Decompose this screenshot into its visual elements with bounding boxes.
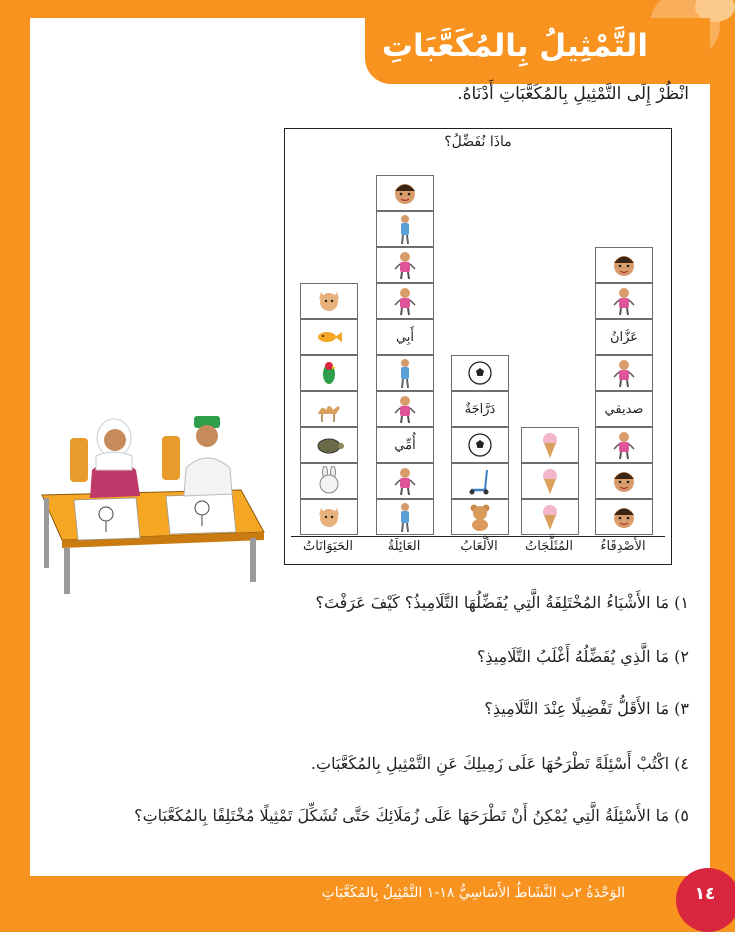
instruction-text: انْظُرْ إِلَى التَّمْثِيلِ بِالمُكَعَّبَاتِ أَدْنَاهُ. <box>457 84 689 104</box>
cat-icon <box>300 499 358 535</box>
bear-icon <box>451 499 509 535</box>
face-icon <box>595 247 653 283</box>
question-5: ٥) مَا الأَسْئِلَةُ الَّتِي يُمْكِنُ أَنْ تَطْرَحَهَا عَلَى زُمَلَائِكَ حَتَّى تُشَكِّلَ تَمْثِيلًا مُخْتَلِفًا بِالمُكَعَّبَاتِ؟ <box>134 806 689 825</box>
adult-icon <box>376 355 434 391</box>
question-1: ١) مَا الأَشْيَاءُ المُخْتَلِفَةُ الَّتِي يُفَضِّلُهَا التَّلَامِيذُ؟ كَيْفَ عَرَفْتَ؟ <box>315 593 689 612</box>
cat-icon <box>300 283 358 319</box>
chart-column <box>376 175 434 535</box>
rabbit-icon <box>300 463 358 499</box>
kid-icon <box>376 283 434 319</box>
question-3: ٣) مَا الأَقَلُّ تَفْضِيلًا عِنْدَ التَّلَامِيذِ؟ <box>484 699 689 718</box>
footer-unit-info: الوَحْدَةُ ٢ب النَّشَاطُ الأَسَاسِيُّ ١٨-١ التَّمْثِيلُ بِالمُكَعَّبَاتِ <box>321 885 625 901</box>
scooter-icon <box>451 463 509 499</box>
category-label: العَائِلَةُ <box>387 539 421 554</box>
kid-icon <box>595 355 653 391</box>
question-4: ٤) اكْتُبْ أَسْئِلَةً تَطْرَحُهَا عَلَى زَمِيلِكَ عَنِ التَّمْثِيلِ بِالمُكَعَّبَاتِ. <box>310 754 689 773</box>
face-icon <box>376 175 434 211</box>
adult-icon <box>376 499 434 535</box>
question-2: ٢) مَا الَّذِي يُفَضِّلُهُ أَغْلَبُ التَّلَامِيذِ؟ <box>476 647 689 666</box>
cube-label: أَبِي <box>376 319 434 355</box>
ball-icon <box>451 427 509 463</box>
ball-icon <box>451 355 509 391</box>
kid-icon <box>376 391 434 427</box>
page-title: التَّمْثِيلُ بِالمُكَعَّبَاتِ <box>381 28 648 64</box>
category-label: الأَصْدِقَاءُ <box>600 539 646 554</box>
kid-icon <box>595 427 653 463</box>
face-icon <box>595 499 653 535</box>
kid-icon <box>595 283 653 319</box>
icecream-icon <box>521 427 579 463</box>
icecream-icon <box>521 499 579 535</box>
cube-label: أُمِّي <box>376 427 434 463</box>
turtle-icon <box>300 427 358 463</box>
children-drawing-illustration <box>36 410 266 600</box>
chart-column <box>300 283 358 535</box>
page-number-badge <box>676 868 735 932</box>
cube-label: دَرَّاجَةٌ <box>451 391 509 427</box>
kid-icon <box>376 463 434 499</box>
cube-label: عَزَّانُ <box>595 319 653 355</box>
title-tab <box>365 18 710 84</box>
category-label: المُثَلَّجَاتُ <box>525 539 573 554</box>
face-icon <box>595 463 653 499</box>
chart-baseline <box>291 536 665 537</box>
category-label: الحَيَوَانَاتُ <box>302 539 354 554</box>
kid-icon <box>376 247 434 283</box>
category-label: الأَلْعَابُ <box>460 539 498 554</box>
cube-label: صديقي <box>595 391 653 427</box>
chart-title: ماذَا نُفَضِّلُ؟ <box>444 134 512 150</box>
page-number: ١٤ <box>694 884 716 904</box>
icecream-icon <box>521 463 579 499</box>
chart-column <box>595 247 653 535</box>
chart-column <box>521 427 579 535</box>
parrot-icon <box>300 355 358 391</box>
block-graph <box>284 128 672 565</box>
fish-icon <box>300 319 358 355</box>
adult-icon <box>376 211 434 247</box>
chart-column <box>451 355 509 535</box>
camel-icon <box>300 391 358 427</box>
